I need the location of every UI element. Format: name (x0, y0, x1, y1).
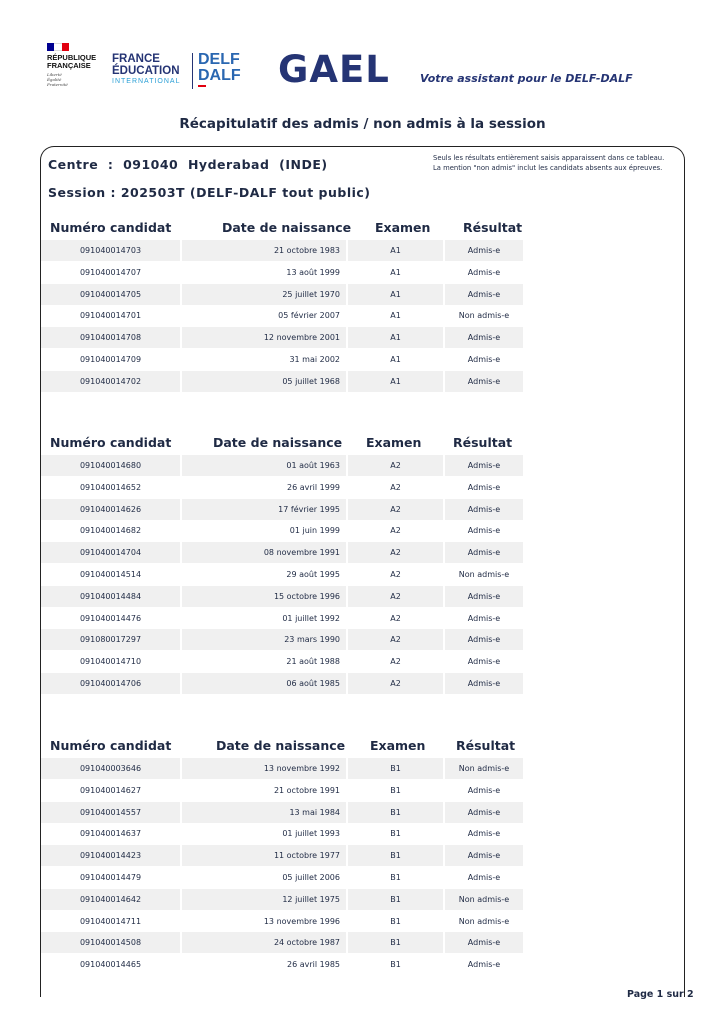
column-header-resultat: Résultat (456, 738, 516, 753)
exam-level-cell: A1 (390, 267, 401, 277)
candidate-number-cell: 091040014479 (79, 873, 142, 882)
note-line: Seuls les résultats entièrement saisis apparaissent dans ce tableau. (433, 154, 665, 162)
exam-level-cell: A2 (348, 499, 443, 520)
result-cell: Admis-e (445, 499, 523, 520)
birth-date-cell: 12 novembre 2001 (182, 327, 346, 348)
table-row (41, 499, 523, 520)
birth-date-cell: 11 octobre 1977 (182, 845, 346, 866)
birth-date-cell: 25 juillet 1970 (182, 284, 346, 305)
candidate-number-cell: 091040014703 (41, 240, 180, 261)
birth-date-cell: 24 octobre 1987 (182, 932, 346, 953)
column-header-examen: Examen (375, 220, 431, 235)
table-row (41, 932, 523, 953)
result-cell: Admis-e (445, 327, 523, 348)
centre-label: Centre : 091040 Hyderabad (INDE) (48, 157, 328, 172)
column-header-naissance: Date de naissance (222, 220, 352, 235)
candidate-number-cell: 091040014709 (79, 355, 142, 364)
result-cell: Admis-e (445, 673, 523, 694)
result-cell: Admis-e (467, 482, 501, 492)
result-cell: Admis-e (467, 873, 501, 882)
exam-level-cell: B1 (348, 889, 443, 910)
birth-date-cell: 01 juillet 1993 (282, 829, 340, 839)
gael-tagline: Votre assistant pour le DELF-DALF (420, 72, 633, 85)
table-row (41, 911, 523, 932)
birth-date-cell: 21 août 1988 (286, 657, 340, 667)
exam-level-cell: B1 (390, 829, 401, 839)
exam-level-cell: A2 (348, 629, 443, 650)
exam-level-cell: A2 (390, 482, 401, 492)
result-cell: Admis-e (467, 613, 501, 623)
birth-date-cell: 29 août 1995 (286, 570, 340, 579)
column-header-resultat: Résultat (453, 435, 513, 450)
exam-level-cell: A1 (348, 284, 443, 305)
candidate-number-cell: 091040014626 (41, 499, 180, 520)
table-row (41, 954, 523, 975)
candidate-number-cell: 091040014710 (79, 657, 142, 667)
candidate-number-cell: 091040014508 (41, 932, 180, 953)
exam-level-cell: A2 (348, 673, 443, 694)
candidate-number-cell: 091040014711 (79, 916, 142, 926)
fei-line-1: FRANCE (112, 53, 160, 65)
column-header-examen: Examen (370, 738, 426, 753)
exam-level-cell: A2 (390, 570, 401, 579)
candidate-number-cell: 091040014707 (79, 267, 142, 277)
session-label: Session : 202503T (DELF-DALF tout public) (48, 185, 371, 200)
table-row (41, 845, 523, 866)
document-header (0, 0, 725, 110)
birth-date-cell: 13 novembre 1992 (182, 758, 346, 779)
table-row (41, 262, 523, 283)
column-header-examen: Examen (366, 435, 422, 450)
candidate-number-cell: 091040014627 (79, 785, 142, 795)
result-cell: Non admis-e (458, 311, 510, 321)
result-cell: Admis-e (445, 845, 523, 866)
column-header-numero: Numéro candidat (50, 435, 172, 450)
column-header-numero: Numéro candidat (50, 738, 172, 753)
result-cell: Admis-e (467, 657, 501, 667)
birth-date-cell: 08 novembre 1991 (182, 542, 346, 563)
exam-level-cell: A2 (390, 526, 401, 536)
result-cell: Admis-e (445, 629, 523, 650)
candidate-number-cell: 091040014642 (41, 889, 180, 910)
table-row (41, 629, 523, 650)
table-row (41, 327, 523, 348)
birth-date-cell: 13 novembre 1996 (263, 916, 340, 926)
republic-motto: Liberté Égalité Fraternité (47, 72, 68, 87)
exam-level-cell: B1 (390, 785, 401, 795)
birth-date-cell: 05 juillet 2006 (282, 873, 340, 882)
table-row (41, 477, 523, 498)
candidate-number-cell: 091040014702 (41, 371, 180, 392)
birth-date-cell: 23 mars 1990 (182, 629, 346, 650)
candidate-number-cell: 091040014514 (79, 570, 142, 579)
birth-date-cell: 31 mai 2002 (289, 355, 340, 364)
exam-level-cell: B1 (348, 802, 443, 823)
delf-text: DELF (198, 51, 240, 68)
birth-date-cell: 12 juillet 1975 (182, 889, 346, 910)
table-row (41, 651, 523, 672)
candidate-number-cell: 091040014484 (41, 586, 180, 607)
table-row (41, 823, 523, 844)
candidate-number-cell: 091040014465 (79, 960, 142, 970)
french-flag-icon (47, 43, 69, 51)
page-title: Récapitulatif des admis / non admis à la session (179, 116, 546, 132)
table-row (41, 349, 523, 370)
exam-level-cell: B1 (348, 758, 443, 779)
table-row (41, 520, 523, 541)
table-row (41, 284, 523, 305)
birth-date-cell: 15 octobre 1996 (182, 586, 346, 607)
birth-date-cell: 05 février 2007 (278, 311, 340, 321)
candidate-number-cell: 091040014682 (79, 526, 142, 536)
column-header-naissance: Date de naissance (216, 738, 346, 753)
results-notes (433, 153, 683, 173)
birth-date-cell: 21 octobre 1991 (273, 785, 340, 795)
table-row (41, 371, 523, 392)
table-row (41, 758, 523, 779)
exam-level-cell: B1 (390, 916, 401, 926)
birth-date-cell: 01 août 1963 (182, 455, 346, 476)
birth-date-cell: 13 mai 1984 (182, 802, 346, 823)
column-header-numero: Numéro candidat (50, 220, 172, 235)
table-row (41, 305, 523, 326)
candidate-number-cell: 091040014708 (41, 327, 180, 348)
exam-level-cell: A2 (390, 613, 401, 623)
delf-dalf-logo (198, 52, 248, 87)
exam-level-cell: A2 (390, 657, 401, 667)
delf-red-bar (198, 85, 206, 87)
exam-level-cell: B1 (348, 932, 443, 953)
candidate-number-cell: 091040014476 (79, 613, 142, 623)
result-cell: Admis-e (467, 526, 501, 536)
result-cell: Admis-e (467, 785, 501, 795)
fei-line-3: INTERNATIONAL (112, 78, 181, 85)
candidate-number-cell: 091040003646 (41, 758, 180, 779)
birth-date-cell: 21 octobre 1983 (182, 240, 346, 261)
table-row (41, 455, 523, 476)
table-row (41, 780, 523, 801)
gael-logo: GAEL (278, 48, 390, 91)
logo-divider (192, 53, 193, 89)
result-cell: Admis-e (445, 240, 523, 261)
result-cell: Admis-e (445, 371, 523, 392)
result-cell: Non admis-e (458, 916, 510, 926)
fei-line-2: ÉDUCATION (112, 65, 180, 77)
dalf-text: DALF (198, 67, 241, 84)
table-row (41, 542, 523, 563)
table-row (41, 673, 523, 694)
result-cell: Admis-e (445, 932, 523, 953)
note-line: La mention "non admis" inclut les candidats absents aux épreuves. (433, 164, 663, 172)
candidate-number-cell: 091040014637 (79, 829, 142, 839)
france-education-international-logo (112, 53, 192, 85)
exam-level-cell: A2 (348, 455, 443, 476)
birth-date-cell: 26 avril 1985 (287, 960, 340, 970)
column-header-resultat: Résultat (463, 220, 523, 235)
birth-date-cell: 26 avril 1999 (287, 482, 340, 492)
page-number: Page 1 sur 2 (627, 989, 694, 1000)
table-row (41, 608, 523, 629)
result-cell: Admis-e (467, 960, 501, 970)
table-row (41, 802, 523, 823)
birth-date-cell: 17 février 1995 (182, 499, 346, 520)
birth-date-cell: 01 juillet 1992 (282, 613, 340, 623)
exam-level-cell: A1 (390, 355, 401, 364)
column-header-naissance: Date de naissance (213, 435, 343, 450)
result-cell: Admis-e (445, 455, 523, 476)
table-row (41, 586, 523, 607)
birth-date-cell: 06 août 1985 (182, 673, 346, 694)
republique-text: RÉPUBLIQUE FRANÇAISE (47, 53, 97, 70)
exam-level-cell: B1 (390, 873, 401, 882)
candidate-number-cell: 091040014706 (41, 673, 180, 694)
exam-level-cell: A1 (348, 240, 443, 261)
result-cell: Non admis-e (445, 889, 523, 910)
candidate-number-cell: 091040014557 (41, 802, 180, 823)
result-cell: Admis-e (467, 355, 501, 364)
exam-level-cell: A2 (348, 586, 443, 607)
exam-level-cell: A1 (348, 371, 443, 392)
candidate-number-cell: 091080017297 (41, 629, 180, 650)
candidate-number-cell: 091040014423 (41, 845, 180, 866)
exam-level-cell: A1 (348, 327, 443, 348)
republique-francaise-logo (47, 43, 107, 87)
exam-level-cell: A1 (390, 311, 401, 321)
table-row (41, 564, 523, 585)
result-cell: Admis-e (467, 829, 501, 839)
candidate-number-cell: 091040014705 (41, 284, 180, 305)
candidate-number-cell: 091040014704 (41, 542, 180, 563)
exam-level-cell: A2 (348, 542, 443, 563)
exam-level-cell: B1 (348, 845, 443, 866)
result-cell: Admis-e (467, 267, 501, 277)
candidate-number-cell: 091040014652 (79, 482, 142, 492)
table-row (41, 240, 523, 261)
result-cell: Admis-e (445, 586, 523, 607)
result-cell: Non admis-e (445, 758, 523, 779)
birth-date-cell: 05 juillet 1968 (182, 371, 346, 392)
birth-date-cell: 13 août 1999 (286, 267, 340, 277)
candidate-number-cell: 091040014680 (41, 455, 180, 476)
exam-level-cell: B1 (390, 960, 401, 970)
table-row (41, 867, 523, 888)
result-cell: Non admis-e (458, 570, 510, 579)
table-row (41, 889, 523, 910)
candidate-number-cell: 091040014701 (79, 311, 142, 321)
result-cell: Admis-e (445, 284, 523, 305)
result-cell: Admis-e (445, 542, 523, 563)
result-cell: Admis-e (445, 802, 523, 823)
birth-date-cell: 01 juin 1999 (289, 526, 340, 536)
